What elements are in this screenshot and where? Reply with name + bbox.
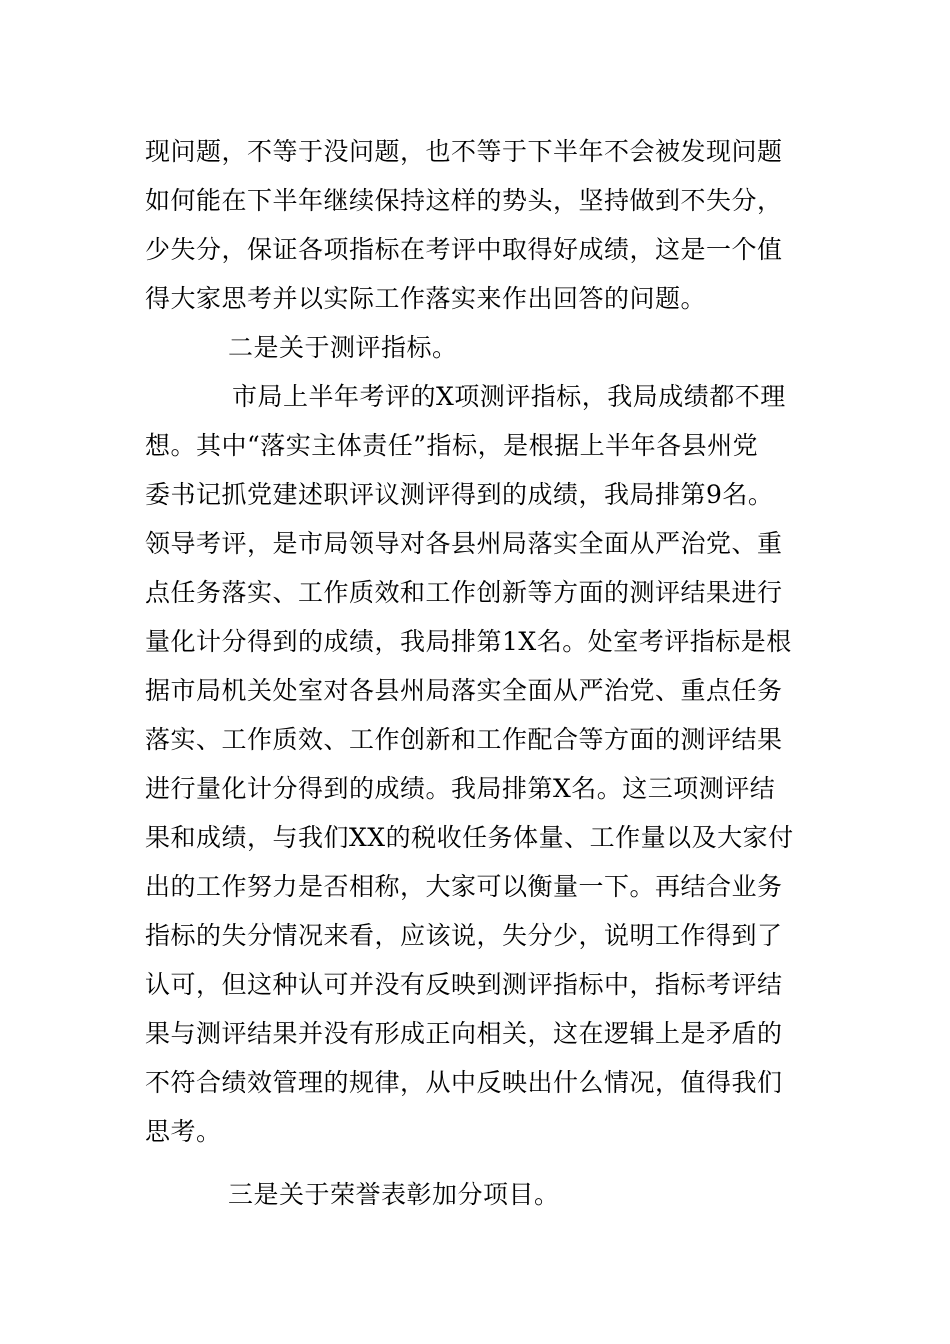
text-line: 进行量化计分得到的成绩。我局排第X名。这三项测评结: [145, 774, 776, 803]
text-line: 市局上半年考评的X项测评指标，我局成绩都不理: [232, 382, 786, 411]
text-line: 领导考评，是市局领导对各县州局落实全面从严治党、重: [145, 529, 783, 558]
text-line: 量化计分得到的成绩，我局排第1X名。处室考评指标是根: [145, 627, 792, 656]
text-line: 少失分，保证各项指标在考评中取得好成绩，这是一个值: [145, 235, 783, 264]
text-line: 如何能在下半年继续保持这样的势头，坚持做到不失分，: [145, 186, 783, 215]
text-line: 据市局机关处室对各县州局落实全面从严治党、重点任务: [145, 676, 783, 705]
text-line: 想。其中“落实主体责任”指标，是根据上半年各县州党: [145, 431, 759, 460]
text-line: 思考。: [145, 1117, 222, 1146]
text-line: 点任务落实、工作质效和工作创新等方面的测评结果进行: [145, 578, 783, 607]
text-line: 委书记抓党建述职评议测评得到的成绩，我局排第9名。: [145, 480, 774, 509]
section-heading: 二是关于测评指标。: [228, 333, 458, 362]
text-line: 指标的失分情况来看，应该说，失分少，说明工作得到了: [145, 921, 783, 950]
text-line: 果与测评结果并没有形成正向相关，这在逻辑上是矛盾的: [145, 1019, 783, 1048]
text-line: 得大家思考并以实际工作落实来作出回答的问题。: [145, 284, 707, 313]
text-line: 认可，但这种认可并没有反映到测评指标中，指标考评结: [145, 970, 783, 999]
text-line: 出的工作努力是否相称，大家可以衡量一下。再结合业务: [145, 872, 783, 901]
text-line: 落实、工作质效、工作创新和工作配合等方面的测评结果: [145, 725, 783, 754]
text-line: 现问题，不等于没问题，也不等于下半年不会被发现问题: [145, 137, 783, 166]
text-line: 不符合绩效管理的规律，从中反映出什么情况，值得我们: [145, 1068, 783, 1097]
text-line: 果和成绩，与我们XX的税收任务体量、工作量以及大家付: [145, 823, 794, 852]
section-heading: 三是关于荣誉表彰加分项目。: [228, 1180, 560, 1209]
